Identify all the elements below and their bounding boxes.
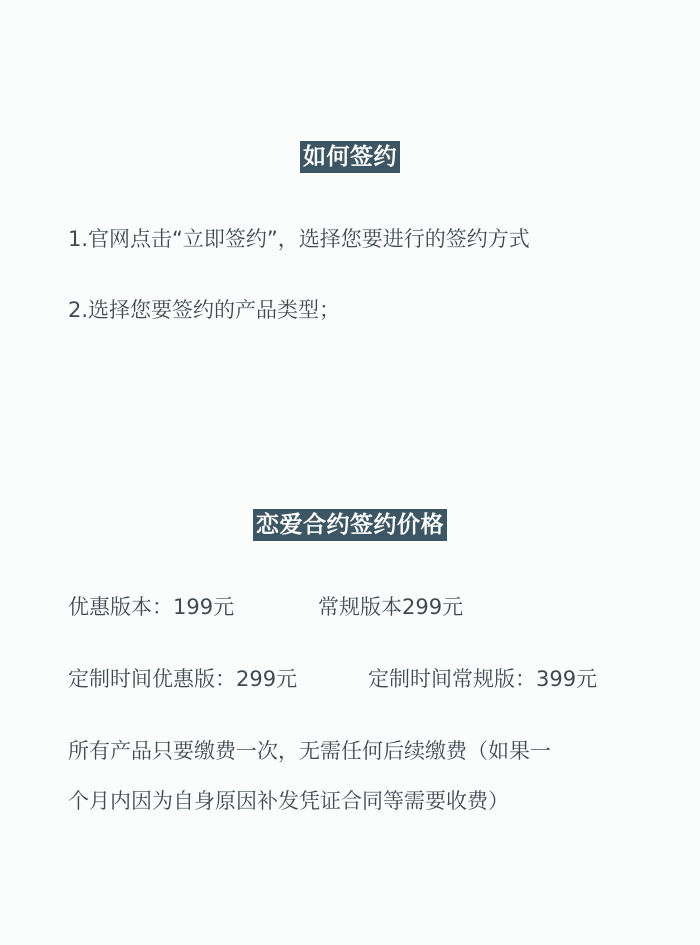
step-2-text: 2.选择您要签约的产品类型； [68, 298, 341, 322]
payment-note-line-2: 个月内因为自身原因补发凭证合同等需要收费） [68, 789, 509, 813]
price-custom-discount-version: 定制时间优惠版：299元 [68, 667, 298, 691]
price-discount-version: 优惠版本：199元 [68, 595, 235, 619]
payment-note-line-1: 所有产品只要缴费一次，无需任何后续缴费（如果一 [68, 739, 551, 763]
price-custom-regular-version: 定制时间常规版：399元 [368, 667, 598, 691]
section-title-pricing [0, 509, 700, 541]
section-title-how-to-sign [0, 141, 700, 173]
price-regular-version: 常规版本299元 [318, 595, 464, 619]
how-to-sign-title: 如何签约 [300, 141, 400, 173]
step-1-text: 1.官网点击“立即签约”，选择您要进行的签约方式 [68, 227, 530, 251]
pricing-title: 恋爱合约签约价格 [253, 509, 447, 541]
